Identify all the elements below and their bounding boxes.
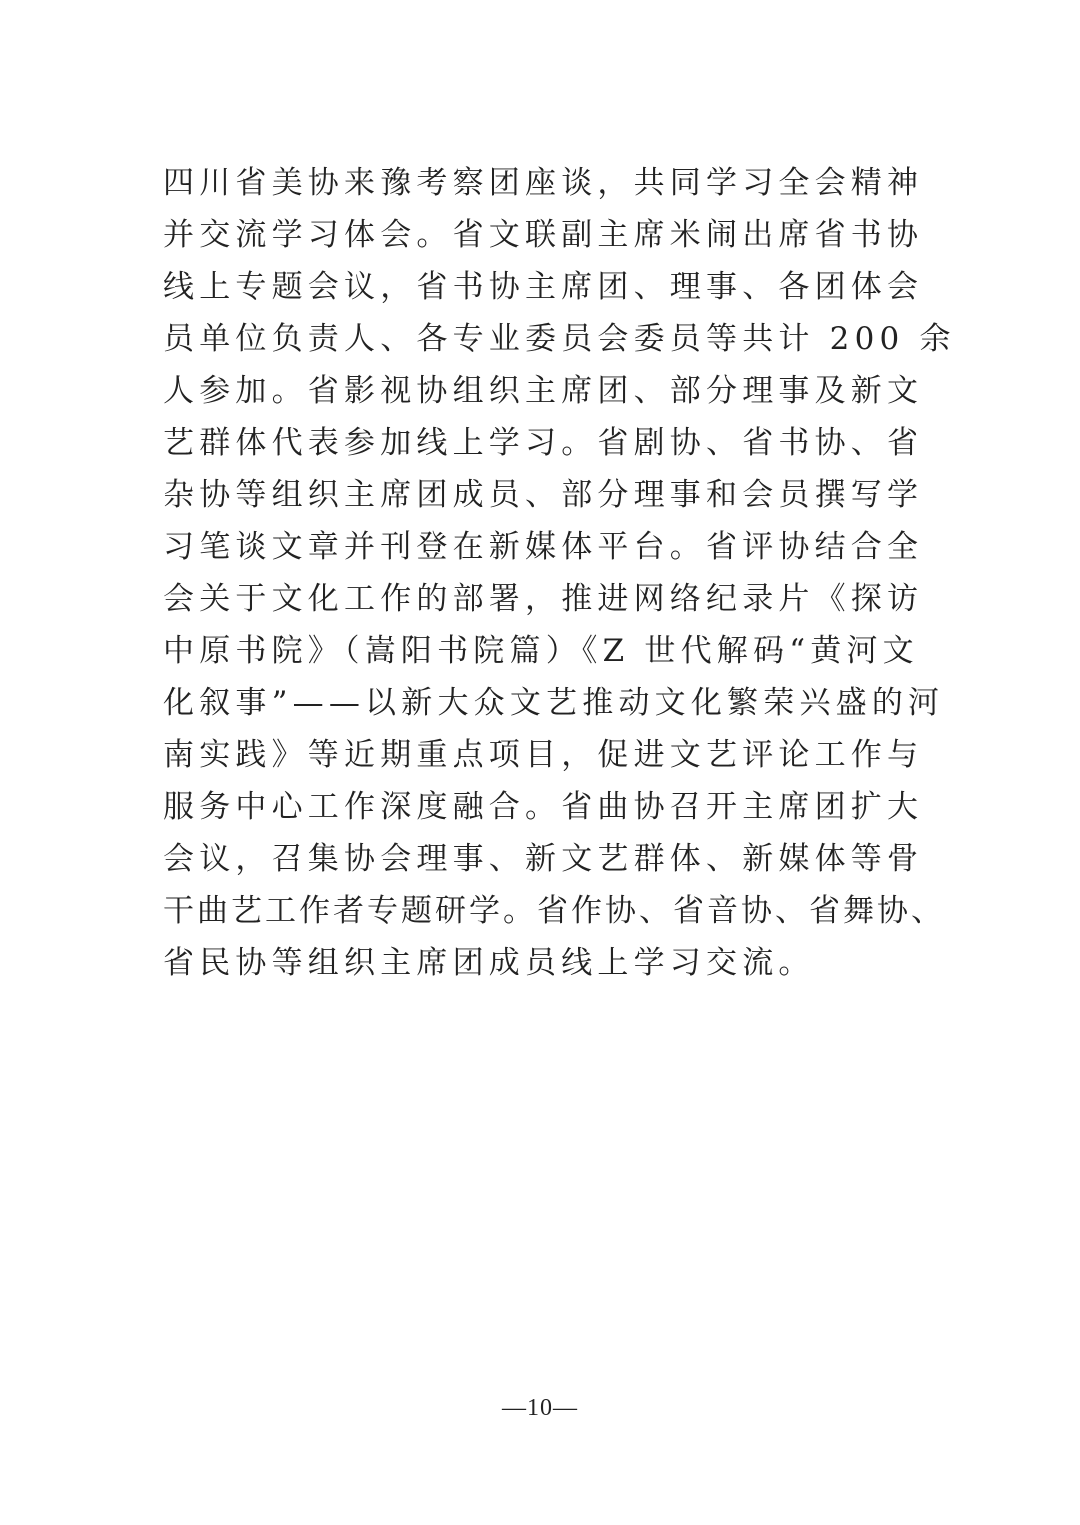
text-line: 省民协等组织主席团成员线上学习交流。 bbox=[163, 945, 815, 981]
text-line: 服务中心工作深度融合。省曲协召开主席团扩大 bbox=[163, 789, 924, 825]
text-line: 会议，召集协会理事、新文艺群体、新媒体等骨 bbox=[163, 841, 924, 877]
text-line: 化叙事”——以新大众文艺推动文化繁荣兴盛的河 bbox=[163, 685, 945, 721]
page-number: —10— bbox=[502, 1395, 578, 1421]
body-paragraph bbox=[163, 157, 956, 989]
text-line: 四川省美协来豫考察团座谈，共同学习全会精神 bbox=[163, 165, 924, 201]
text-line: 人参加。省影视协组织主席团、部分理事及新文 bbox=[163, 373, 924, 409]
text-line: 杂协等组织主席团成员、部分理事和会员撰写学 bbox=[163, 477, 924, 513]
text-line: 艺群体代表参加线上学习。省剧协、省书协、省 bbox=[163, 425, 924, 461]
text-line: 南实践》等近期重点项目，促进文艺评论工作与 bbox=[163, 737, 924, 773]
text-line: 干曲艺工作者专题研学。省作协、省音协、省舞协、 bbox=[163, 893, 945, 929]
text-line: 会关于文化工作的部署，推进网络纪录片《探访 bbox=[163, 581, 924, 617]
text-line: 线上专题会议，省书协主席团、理事、各团体会 bbox=[163, 269, 924, 305]
text-line: 中原书院》（嵩阳书院篇）《Z 世代解码“黄河文 bbox=[163, 633, 919, 669]
text-line: 员单位负责人、各专业委员会委员等共计 200 余 bbox=[163, 321, 956, 357]
text-line: 习笔谈文章并刊登在新媒体平台。省评协结合全 bbox=[163, 529, 924, 565]
text-line: 并交流学习体会。省文联副主席米闹出席省书协 bbox=[163, 217, 924, 253]
